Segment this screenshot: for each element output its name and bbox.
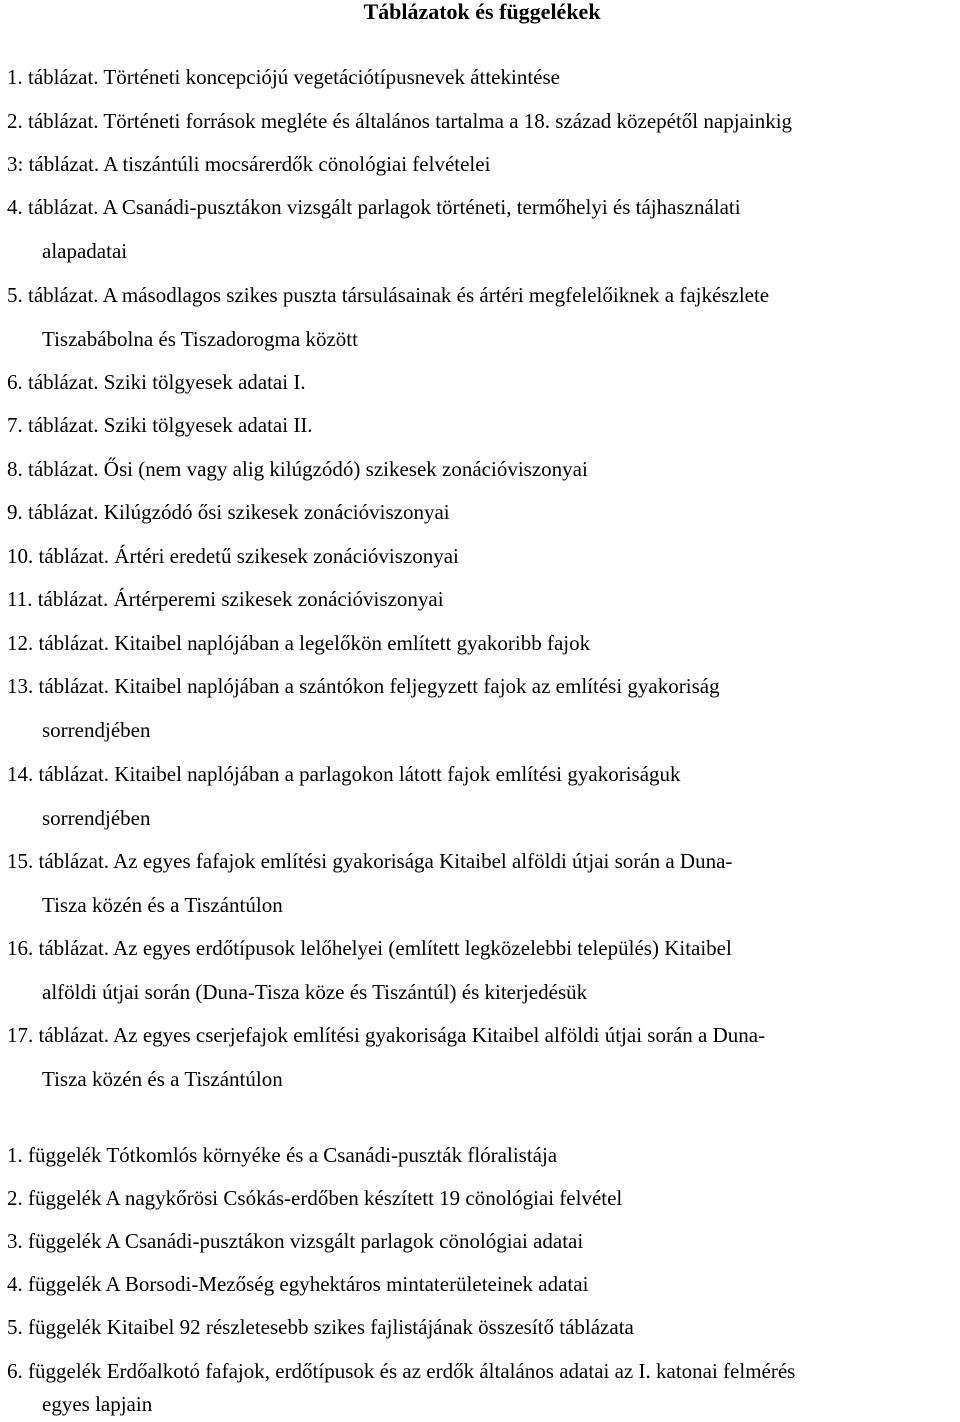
appendix-entry <box>7 1313 634 1341</box>
table-entry <box>7 585 444 613</box>
appendix-entry-text: 4. függelék A Borsodi-Mezőség egyhektáros mintaterületeinek adatai <box>7 1272 589 1296</box>
table-entry-text: 7. táblázat. Sziki tölgyesek adatai II. <box>7 413 313 437</box>
table-entry-text: 4. táblázat. A Csanádi-pusztákon vizsgált parlagok történeti, termőhelyi és tájhasználati <box>7 195 741 219</box>
table-entry-text: 9. táblázat. Kilúgzódó ősi szikesek zonációviszonyai <box>7 500 450 524</box>
table-entry-text: 8. táblázat. Ősi (nem vagy alig kilúgzódó) szikesek zonációviszonyai <box>7 457 588 481</box>
page-title: Táblázatok és függelékek <box>363 0 601 24</box>
table-entry <box>7 542 459 570</box>
table-entry <box>7 847 733 917</box>
table-entry-continuation: Tiszabábolna és Tiszadorogma között <box>42 327 358 351</box>
table-entry <box>7 368 306 396</box>
table-entry-text: 3: táblázat. A tiszántúli mocsárerdők cönológiai felvételei <box>7 152 491 176</box>
table-entry-continuation: sorrendjében <box>42 718 151 742</box>
appendix-entry-text: 3. függelék A Csanádi-pusztákon vizsgált parlagok cönológiai adatai <box>7 1229 584 1253</box>
table-entry <box>7 1021 766 1091</box>
appendix-entry-text: 5. függelék Kitaibel 92 részletesebb szikes fajlistájának összesítő táblázata <box>7 1315 634 1339</box>
table-entry-continuation: Tisza közén és a Tiszántúlon <box>42 1067 283 1091</box>
appendix-entry <box>7 1227 583 1255</box>
table-entry-text: 11. táblázat. Ártérperemi szikesek zonációviszonyai <box>7 587 444 611</box>
appendix-entry-text: 6. függelék Erdőalkotó fafajok, erdőtípusok és az erdők általános adatai az I. katonai felmérés <box>7 1359 796 1383</box>
appendix-entry-continuation: egyes lapjain <box>42 1392 153 1416</box>
table-entry <box>7 150 490 178</box>
appendix-entry <box>7 1141 557 1169</box>
table-entry-text: 15. táblázat. Az egyes fafajok említési gyakorisága Kitaibel alföldi útjai során a Duna- <box>7 849 733 873</box>
table-entry-text: 14. táblázat. Kitaibel naplójában a parlagokon látott fajok említési gyakoriságuk <box>7 762 681 786</box>
table-entry <box>7 934 732 1004</box>
table-entry <box>7 455 588 483</box>
appendix-entry-text: 1. függelék Tótkomlós környéke és a Csanádi-puszták flóralistája <box>7 1143 558 1167</box>
table-entry-continuation: Tisza közén és a Tiszántúlon <box>42 893 283 917</box>
table-entry-text: 16. táblázat. Az egyes erdőtípusok lelőhelyei (említett legközelebbi település) Kitaibel <box>7 936 732 960</box>
table-entry <box>7 411 313 439</box>
table-entry <box>7 193 741 263</box>
table-entry <box>7 63 560 91</box>
table-entry-continuation: sorrendjében <box>42 806 151 830</box>
table-entry <box>7 760 681 830</box>
table-entry <box>7 281 770 351</box>
table-entry-continuation: alföldi útjai során (Duna-Tisza köze és Tiszántúl) és kiterjedésük <box>42 980 588 1004</box>
table-entry-text: 10. táblázat. Ártéri eredetű szikesek zonációviszonyai <box>7 544 459 568</box>
table-entry-text: 17. táblázat. Az egyes cserjefajok említési gyakorisága Kitaibel alföldi útjai során a Duna- <box>7 1023 766 1047</box>
table-entry <box>7 107 792 135</box>
table-entry <box>7 672 720 742</box>
table-entry <box>7 498 450 526</box>
table-entry-text: 2. táblázat. Történeti források megléte és általános tartalma a 18. század közepétől napjainkig <box>7 109 793 133</box>
table-entry <box>7 629 590 657</box>
table-entry-text: 6. táblázat. Sziki tölgyesek adatai I. <box>7 370 306 394</box>
table-entry-text: 13. táblázat. Kitaibel naplójában a szántókon feljegyzett fajok az említési gyakoriság <box>7 674 720 698</box>
appendix-entry <box>7 1357 796 1416</box>
appendix-entry <box>7 1184 622 1212</box>
table-entry-continuation: alapadatai <box>42 239 128 263</box>
appendix-entry <box>7 1270 588 1298</box>
appendix-entry-text: 2. függelék A nagykőrösi Csókás-erdőben készített 19 cönológiai felvétel <box>7 1186 623 1210</box>
table-entry-text: 1. táblázat. Történeti koncepciójú vegetációtípusnevek áttekintése <box>7 65 560 89</box>
table-entry-text: 12. táblázat. Kitaibel naplójában a legelőkön említett gyakoribb fajok <box>7 631 591 655</box>
table-entry-text: 5. táblázat. A másodlagos szikes puszta társulásainak és ártéri megfelelőiknek a fajkészlete <box>7 283 770 307</box>
